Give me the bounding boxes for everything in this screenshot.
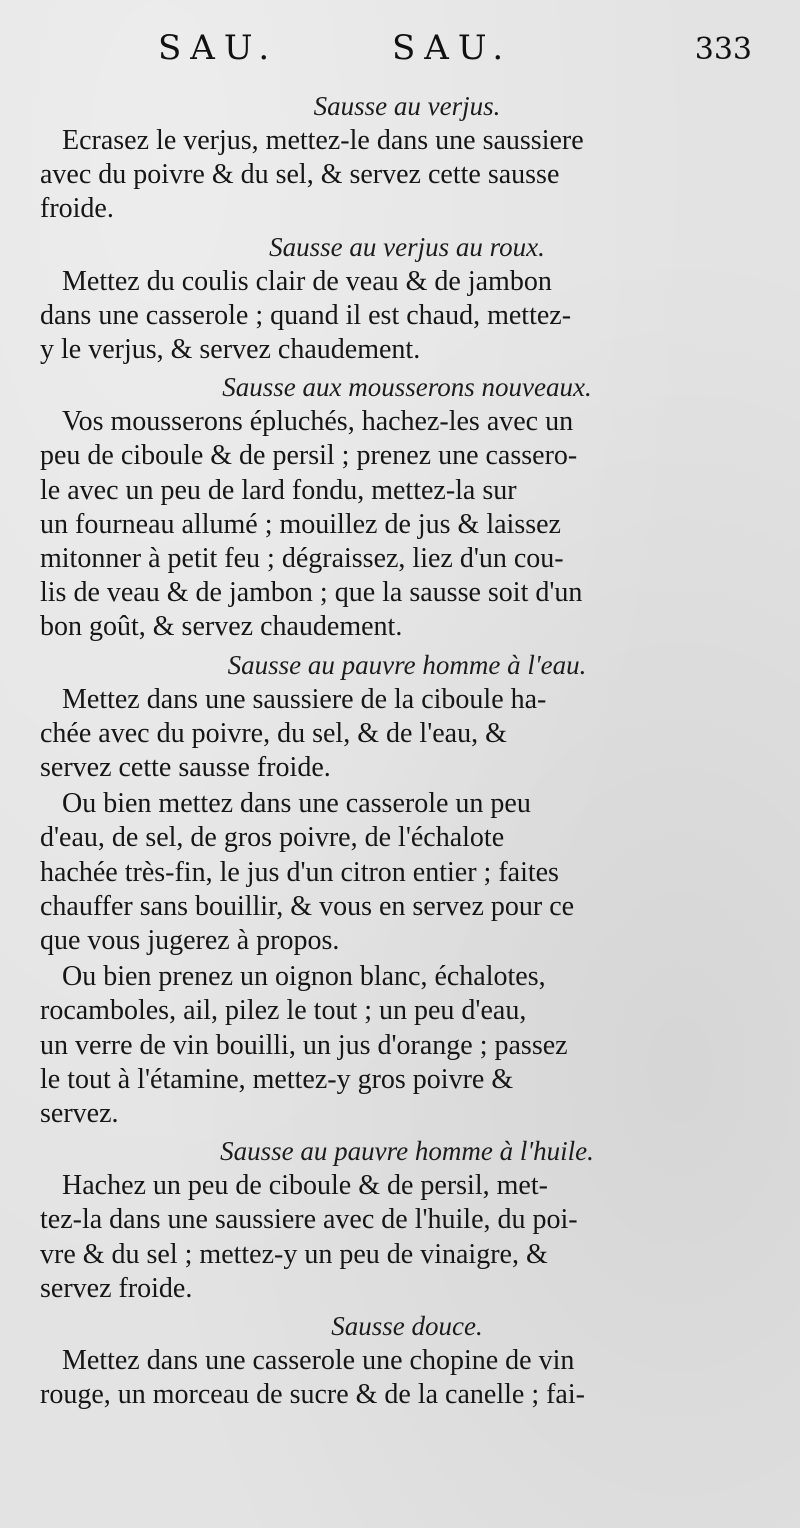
recipe-paragraph bbox=[40, 405, 744, 644]
header-left-title: SAU. bbox=[158, 28, 279, 68]
recipe-paragraph bbox=[40, 124, 744, 227]
recipe-heading: Sausse au verjus au roux. bbox=[269, 231, 545, 262]
recipe-section bbox=[40, 1308, 744, 1412]
text-line: d'eau, de sel, de gros poivre, de l'échalote bbox=[40, 822, 505, 854]
text-line: servez froide. bbox=[40, 1272, 193, 1304]
recipe-section bbox=[40, 88, 744, 227]
text-line: Ou bien mettez dans une casserole un peu bbox=[62, 788, 531, 820]
header-right-title: SAU. bbox=[392, 28, 513, 68]
recipe-section bbox=[40, 369, 744, 644]
text-line: avec du poivre & du sel, & servez cette sausse bbox=[40, 159, 560, 191]
text-line: Mettez dans une casserole une chopine de vin bbox=[62, 1345, 575, 1377]
text-line: tez-la dans une saussiere avec de l'huile, du poi- bbox=[40, 1204, 578, 1236]
text-line: Mettez du coulis clair de veau & de jambon bbox=[62, 265, 552, 297]
recipe-section bbox=[40, 1133, 744, 1306]
recipe-section bbox=[40, 229, 744, 368]
text-line: vre & du sel ; mettez-y un peu de vinaigre, & bbox=[40, 1238, 548, 1270]
text-line: servez cette sausse froide. bbox=[40, 752, 331, 784]
text-line: hachée très-fin, le jus d'un citron entier ; faites bbox=[40, 856, 559, 888]
recipe-heading: Sausse au pauvre homme à l'huile. bbox=[220, 1136, 594, 1167]
text-line: chée avec du poivre, du sel, & de l'eau, & bbox=[40, 717, 507, 749]
running-header bbox=[40, 22, 752, 86]
text-line: le avec un peu de lard fondu, mettez-la sur bbox=[40, 474, 517, 506]
text-line: Ecrasez le verjus, mettez-le dans une saussiere bbox=[62, 125, 584, 156]
text-line: dans une casserole ; quand il est chaud, mettez- bbox=[40, 299, 572, 331]
text-line: froide. bbox=[40, 193, 114, 225]
text-line: Vos mousserons épluchés, hachez-les avec un bbox=[62, 406, 574, 438]
page-number: 333 bbox=[694, 32, 752, 67]
text-line: y le verjus, & servez chaudement. bbox=[40, 334, 421, 366]
text-line: lis de veau & de jambon ; que la sausse soit d'un bbox=[40, 577, 583, 609]
text-line: rocamboles, ail, pilez le tout ; un peu d'eau, bbox=[40, 995, 527, 1027]
recipe-heading: Sausse au pauvre homme à l'eau. bbox=[227, 649, 587, 680]
text-line: bon goût, & servez chaudement. bbox=[40, 611, 403, 643]
text-line: chauffer sans bouillir, & vous en servez pour ce bbox=[40, 890, 575, 922]
recipe-heading: Sausse aux mousserons nouveaux. bbox=[222, 372, 592, 403]
recipe-paragraph bbox=[40, 1344, 744, 1412]
text-line: Mettez dans une saussiere de la ciboule ha- bbox=[62, 683, 547, 715]
text-line: rouge, un morceau de sucre & de la canelle ; fai- bbox=[40, 1379, 585, 1411]
text-line: servez. bbox=[40, 1098, 119, 1130]
text-line: mitonner à petit feu ; dégraissez, liez d'un cou- bbox=[40, 543, 564, 575]
text-line: que vous jugerez à propos. bbox=[40, 925, 340, 957]
text-line: un fourneau allumé ; mouillez de jus & laissez bbox=[40, 508, 561, 540]
recipe-heading: Sausse douce. bbox=[331, 1311, 483, 1342]
recipe-heading: Sausse au verjus. bbox=[313, 91, 501, 121]
recipe-paragraph bbox=[40, 683, 744, 786]
text-line: Ou bien prenez un oignon blanc, échalotes, bbox=[62, 961, 546, 993]
text-line: peu de ciboule & de persil ; prenez une cassero- bbox=[40, 440, 578, 472]
recipe-paragraph bbox=[40, 787, 744, 958]
text-line: le tout à l'étamine, mettez-y gros poivre & bbox=[40, 1063, 514, 1095]
recipe-section bbox=[40, 647, 744, 1132]
text-line: un verre de vin bouilli, un jus d'orange ; passez bbox=[40, 1029, 568, 1061]
recipe-paragraph bbox=[40, 265, 744, 368]
recipe-paragraph bbox=[40, 1169, 744, 1306]
text-line: Hachez un peu de ciboule & de persil, met- bbox=[62, 1170, 548, 1202]
recipe-paragraph bbox=[40, 960, 744, 1131]
